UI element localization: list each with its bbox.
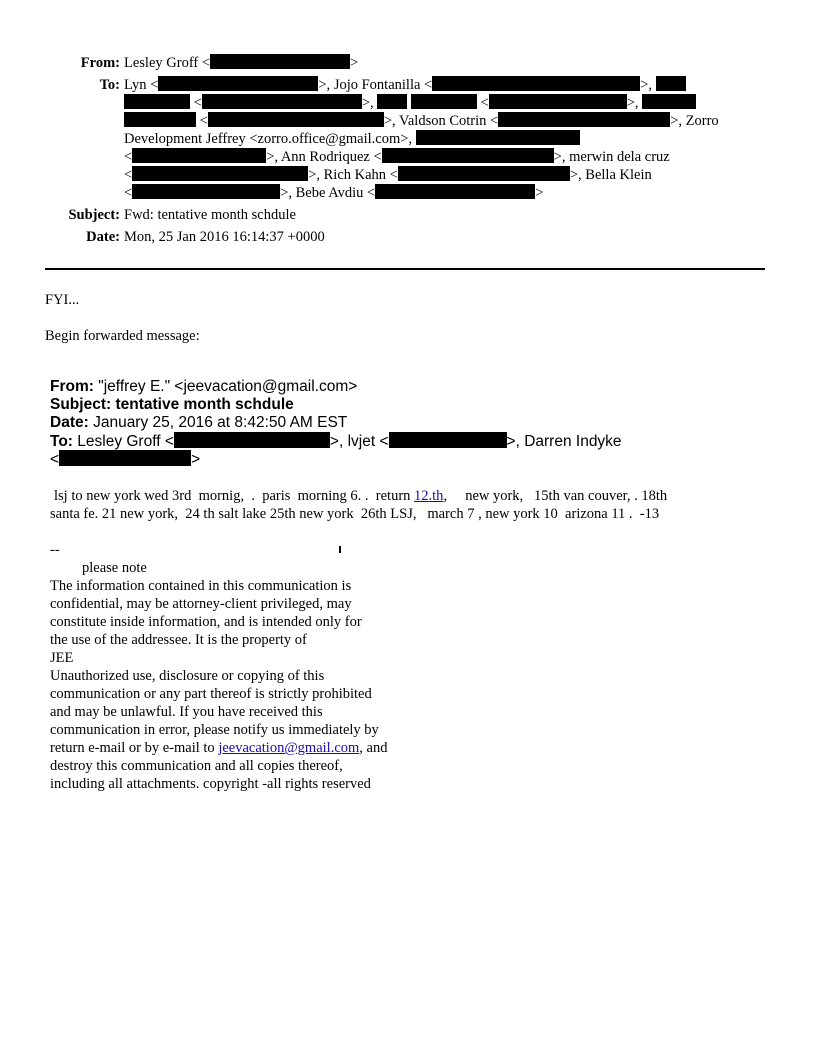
date-value: Mon, 25 Jan 2016 16:14:37 +0000 [124, 229, 325, 245]
redaction-box [375, 184, 535, 199]
redaction-box [656, 76, 686, 91]
recipient-bebe: Bebe Avdiu [295, 185, 364, 201]
to-line-1: Lyn < >, Jojo Fontanilla < >, [124, 76, 686, 94]
signature-dashes: -- [50, 542, 60, 558]
fwd-date-line [50, 414, 347, 432]
redaction-box [389, 432, 507, 448]
recipient-merwin: merwin dela cruz [569, 149, 670, 165]
fwd-from-label: From: [50, 378, 94, 395]
redaction-box [132, 184, 280, 199]
date-label: Date: [86, 229, 120, 245]
header-divider [45, 268, 765, 270]
redaction-box [132, 166, 308, 181]
fwd-to-line: To: Lesley Groff < >, lvjet < >, Darren Indyke [50, 433, 622, 450]
recipient-lyn: Lyn [124, 77, 147, 93]
fwd-to-lesley: Lesley Groff [77, 433, 161, 450]
recipient-zorro: Zorro [685, 113, 719, 129]
fwd-to-line-2: < > [50, 451, 201, 468]
redaction-box [489, 94, 627, 109]
to-line-4 [124, 130, 580, 148]
fwd-to-lvjet: lvjet [347, 433, 376, 450]
recipient-zorro-email: Development Jeffrey <zorro.office@gmail.com>, [124, 131, 413, 147]
schedule-text: lsj to new york wed 3rd mornig, . paris morning 6. . return [54, 488, 415, 504]
schedule-text-cont: , new york, 15th van couver, . 18th [443, 488, 668, 504]
disclaimer-line: confidential, may be attorney-client privileged, may [50, 596, 352, 612]
disclaimer-line: the use of the addressee. It is the property of [50, 632, 307, 648]
schedule-line-2: santa fe. 21 new york, 24 th salt lake 25th new york 26th LSJ, march 7 , new york 10 arizona 11 . -13 [50, 506, 660, 522]
to-line-7: < >, Bebe Avdiu < > [124, 185, 544, 201]
fyi-text: FYI... [45, 292, 80, 308]
from-name: Lesley Groff [124, 55, 199, 71]
disclaimer-line: including all attachments. copyright -all rights reserved [50, 776, 371, 792]
to-line-2: < >, < >, [124, 94, 696, 112]
disclaimer-line: constitute inside information, and is intended only for [50, 614, 362, 630]
fwd-from-line [50, 378, 357, 396]
fwd-to-label: To: [50, 433, 73, 450]
redaction-box [124, 112, 196, 127]
fwd-date-value: January 25, 2016 at 8:42:50 AM EST [93, 414, 348, 431]
disclaimer-line: communication in error, please notify us immediately by [50, 722, 379, 738]
recipient-bella: Bella Klein [585, 167, 652, 183]
redaction-box [124, 94, 190, 109]
fwd-subject-label: Subject: [50, 396, 112, 413]
disclaimer-line: JEE [50, 650, 74, 666]
redaction-box [498, 112, 670, 127]
redaction-box [158, 76, 318, 91]
recipient-jojo: Jojo Fontanilla [333, 77, 421, 93]
disclaimer-line: The information contained in this communication is [50, 578, 352, 594]
disclaimer-email-line [50, 739, 387, 757]
redaction-box [210, 54, 350, 69]
fwd-subject-line [50, 396, 294, 414]
stray-mark [339, 546, 341, 553]
schedule-line-1 [54, 487, 667, 505]
fwd-from-value: "jeffrey E." <jeevacation@gmail.com> [98, 378, 358, 395]
redaction-box [59, 450, 191, 466]
redaction-box [432, 76, 640, 91]
recipient-valdson: Valdson Cotrin [398, 113, 487, 129]
email-link[interactable]: jeevacation@gmail.com [218, 740, 360, 756]
to-label: To: [99, 77, 120, 93]
disclaimer-line: communication or any part thereof is strictly prohibited [50, 686, 372, 702]
fwd-date-label: Date: [50, 414, 89, 431]
redaction-box [208, 112, 384, 127]
recipient-ann: Ann Rodriquez [280, 149, 370, 165]
subject-value: Fwd: tentative month schdule [124, 207, 296, 223]
redaction-box [202, 94, 362, 109]
redaction-box [382, 148, 554, 163]
disclaimer-text: return e-mail or by e-mail to [50, 740, 219, 756]
fwd-subject-value: tentative month schdule [115, 396, 294, 413]
from-label: From: [80, 55, 120, 71]
redaction-box [132, 148, 266, 163]
disclaimer-line: Unauthorized use, disclosure or copying of this [50, 668, 325, 684]
redaction-box [416, 130, 580, 145]
disclaimer-line: destroy this communication and all copies thereof, [50, 758, 343, 774]
redaction-box [642, 94, 696, 109]
to-line-5: < >, Ann Rodriquez < >, merwin dela cruz [124, 149, 670, 165]
please-note-text: please note [82, 560, 147, 576]
redaction-box [174, 432, 330, 448]
to-line-3: < >, Valdson Cotrin < >, Zorro [124, 112, 719, 130]
from-line: Lesley Groff < > [124, 55, 359, 71]
schedule-date-link[interactable]: 12.th [414, 488, 444, 504]
begin-forwarded-text: Begin forwarded message: [45, 328, 200, 344]
disclaimer-line: and may be unlawful. If you have received this [50, 704, 323, 720]
recipient-rich: Rich Kahn [323, 167, 387, 183]
disclaimer-text: , and [359, 740, 388, 756]
subject-label: Subject: [68, 207, 120, 223]
redaction-box [377, 94, 407, 109]
redaction-box [398, 166, 570, 181]
to-line-6: < >, Rich Kahn < >, Bella Klein [124, 167, 652, 183]
fwd-to-darren: Darren Indyke [524, 433, 622, 450]
redaction-box [411, 94, 477, 109]
